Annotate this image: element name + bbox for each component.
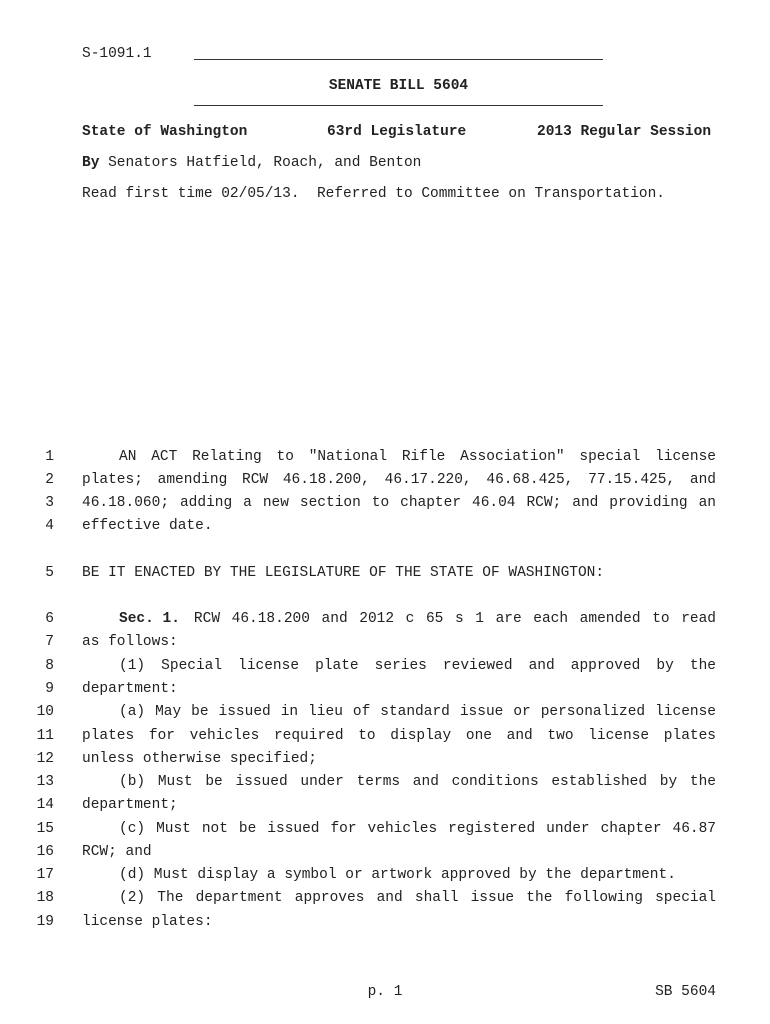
line-number: 11	[36, 728, 54, 744]
bill-line: plates; amending RCW 46.18.200, 46.17.220, 46.68.425, 77.15.425, and	[82, 472, 716, 488]
bill-line: department;	[82, 797, 178, 813]
legislature-label: 63rd Legislature	[327, 124, 467, 140]
line-number: 4	[45, 518, 54, 534]
bill-line: 46.18.060; adding a new section to chapter 46.04 RCW; and providing an	[82, 495, 716, 511]
header-rule-top	[194, 59, 603, 60]
bill-line: plates for vehicles required to display one and two license plates	[82, 728, 716, 744]
bill-line: RCW; and	[82, 844, 152, 860]
bill-line: (1) Special license plate series reviewed and approved by the	[119, 658, 716, 674]
read-first-time: Read first time 02/05/13. Referred to Committee on Transportation.	[82, 186, 665, 202]
bill-line: (a) May be issued in lieu of standard issue or personalized license	[119, 704, 716, 720]
section-label: Sec. 1.	[119, 611, 180, 627]
bill-line: (b) Must be issued under terms and conditions established by the	[119, 774, 716, 790]
bill-title: SENATE BILL 5604	[328, 78, 469, 94]
line-number: 3	[45, 495, 54, 511]
line-number: 15	[36, 821, 54, 837]
bill-line: as follows:	[82, 634, 178, 650]
state-label: State of Washington	[82, 124, 248, 140]
line-number: 19	[36, 914, 54, 930]
line-number: 9	[45, 681, 54, 697]
line-number: 7	[45, 634, 54, 650]
bill-line: (d) Must display a symbol or artwork approved by the department.	[119, 867, 676, 883]
header-rule-bottom	[194, 105, 603, 106]
sponsors-line	[82, 154, 421, 172]
line-number: 13	[36, 774, 54, 790]
bill-line: (2) The department approves and shall issue the following special	[119, 890, 716, 906]
bill-line: (c) Must not be issued for vehicles registered under chapter 46.87	[119, 821, 716, 837]
enacting-clause: BE IT ENACTED BY THE LEGISLATURE OF THE STATE OF WASHINGTON:	[82, 565, 605, 581]
line-number: 17	[36, 867, 54, 883]
bill-line: AN ACT Relating to "National Rifle Association" special license	[119, 449, 716, 465]
line-number: 18	[36, 890, 54, 906]
session-label: 2013 Regular Session	[537, 124, 712, 140]
line-number: 5	[45, 565, 54, 581]
line-number: 14	[36, 797, 54, 813]
sponsors-prefix: By	[82, 155, 100, 171]
bill-line: department:	[82, 681, 178, 697]
sponsors: Senators Hatfield, Roach, and Benton	[108, 155, 422, 171]
line-number: 8	[45, 658, 54, 674]
footer-bill-id: SB 5604	[655, 984, 716, 1000]
line-number: 16	[36, 844, 54, 860]
bill-line: license plates:	[82, 914, 213, 930]
line-number: 2	[45, 472, 54, 488]
bill-line: effective date.	[82, 518, 213, 534]
bill-line: RCW 46.18.200 and 2012 c 65 s 1 are each amended to read	[193, 611, 716, 627]
bill-line: unless otherwise specified;	[82, 751, 317, 767]
line-number: 1	[45, 449, 54, 465]
section-heading-line	[82, 610, 716, 628]
line-number: 10	[36, 704, 54, 720]
page-number: p. 1	[367, 984, 403, 1000]
bill-draft-id: S-1091.1	[82, 46, 152, 62]
line-number: 6	[45, 611, 54, 627]
line-number: 12	[36, 751, 54, 767]
